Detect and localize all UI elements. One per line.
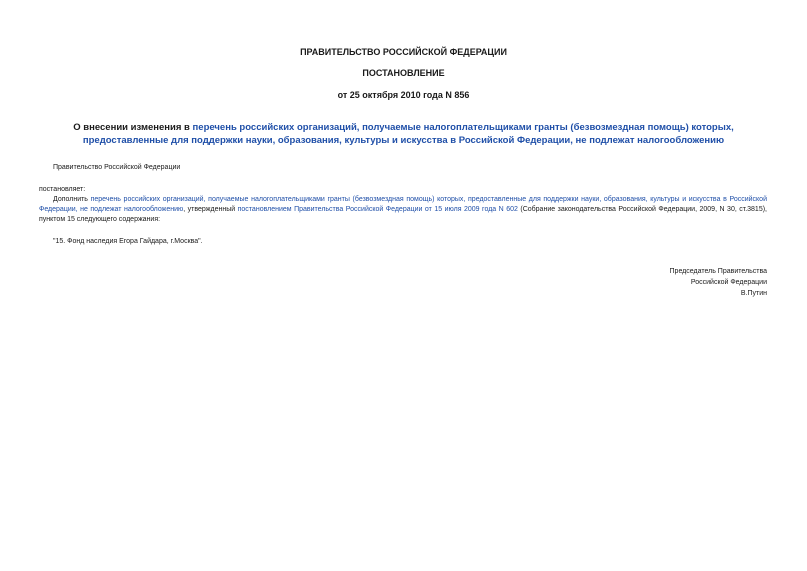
document-title	[40, 121, 767, 147]
title-link[interactable]: перечень российских организаций, получаемые налогоплательщиками гранты (безвозмездная помощь) которых, предоставленные для поддержки науки, образования, культуры и искусства в Российской Федерации, не подлежат налогообложению	[82, 122, 734, 146]
signature-line-2: Российской Федерации	[690, 279, 767, 286]
signature-line-3: В.Путин	[740, 290, 767, 297]
amend-list-link[interactable]: перечень российских организаций, получаемые налогоплательщиками гранты (безвозмездная помощь) которых, предоставленные для поддержки науки, образования, культуры и искусства в Российской Федерации, не подлежат налогообложению	[39, 196, 767, 213]
signature-line-1: Председатель Правительства	[669, 268, 767, 275]
decides-line: постановляет:	[39, 186, 86, 193]
amend-resolution-link[interactable]: постановлением Правительства Российской Федерации от 15 июля 2009 года N 602	[237, 206, 518, 213]
government-line: Правительство Российской Федерации	[53, 164, 181, 171]
document-type: ПОСТАНОВЛЕНИЕ	[362, 68, 445, 78]
new-item-text: "15. Фонд наследия Егора Гайдара, г.Москва".	[53, 238, 203, 245]
amendment-paragraph	[39, 195, 767, 225]
signature-block	[670, 266, 767, 299]
amend-mid: , утвержденный	[183, 206, 238, 213]
amend-suffix: (Собрание законодательства Российской Федерации, 2009, N 30, ст.3815), пунктом 15 следующего содержания:	[39, 206, 767, 223]
amend-prefix: Дополнить	[53, 196, 91, 203]
issuing-authority: ПРАВИТЕЛЬСТВО РОССИЙСКОЙ ФЕДЕРАЦИИ	[300, 47, 507, 57]
document-date-number: от 25 октября 2010 года N 856	[337, 90, 470, 100]
title-prefix: О внесении изменения в	[73, 122, 193, 133]
